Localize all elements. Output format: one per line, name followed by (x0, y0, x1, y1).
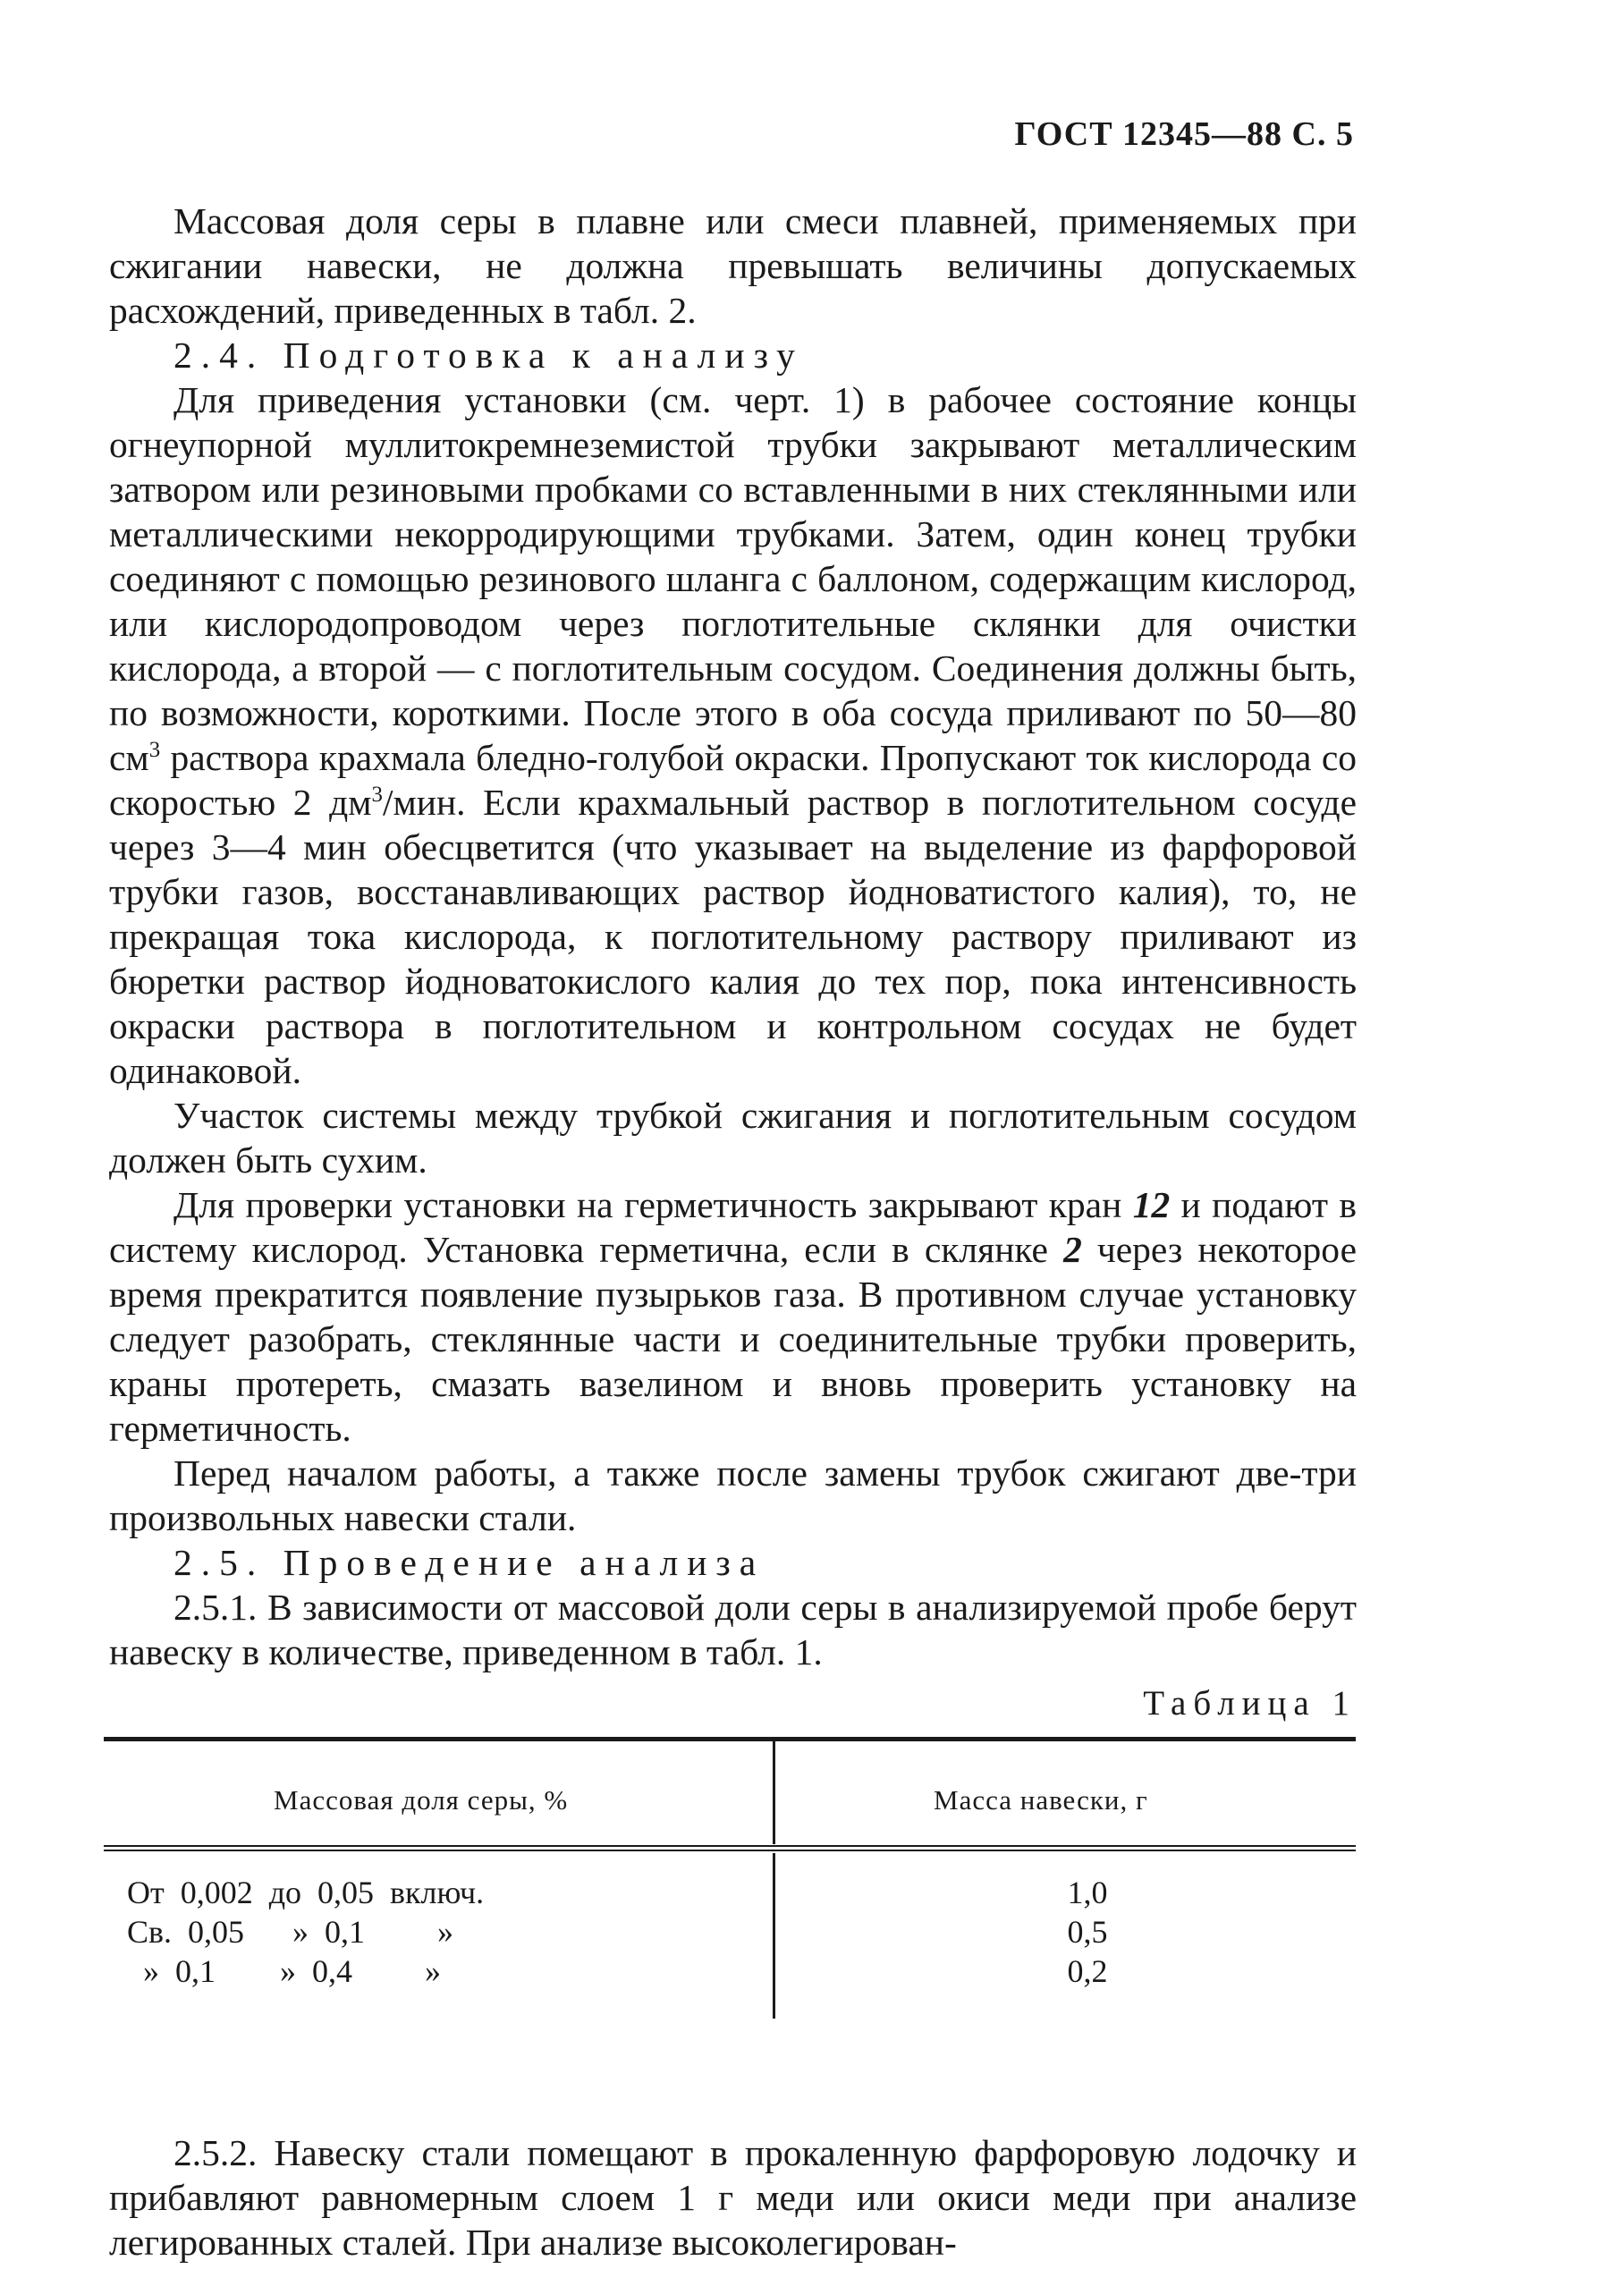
paragraph-setup-preparation: Для приведения установки (см. черт. 1) в рабочее состояние концы огнеупорной муллитокремнеземистой трубки закрывают металлическим затвором или резиновыми пробками со вставленными в них стеклянными или металлическими некорродирующими трубками. Затем, один конец трубки соединяют с помощью резинового шланга с баллоном, содержащим кислород, или кислородопроводом через поглотительные склянки для очистки кислорода, а второй — с поглотительным сосудом. Соединения должны быть, по возможности, короткими. После этого в оба сосуда приливают по 50—80 $см^3$ раствора крахмала бледно-голубой окраски. Пропускают ток кислорода со скоростью 2 $дм^3$/мин. Если крахмальный раствор в поглотительном сосуде через 3—4 мин обесцветится (что указывает на выделение из фарфоровой трубки газов, восстанавливающих раствор йодноватистого калия), то, не прекращая тока кислорода, к поглотительному раствору приливают из бюретки раствор йодноватокислого калия до тех пор, пока интенсивность окраски раствора в поглотительном и контрольном сосудах не будет одинаковой. (109, 379, 1357, 1091)
table-header-mass: Масса навески, г (934, 1784, 1148, 1816)
table-cell-mass: 1,0 (1067, 1875, 1108, 1910)
table-cell-mass: 0,5 (1067, 1914, 1108, 1950)
table-top-rule (104, 1737, 1356, 1741)
paragraph-2-5-2: 2.5.2. Навеску стали помещают в прокаленную фарфоровую лодочку и прибавляют равномерным слоем 1 г меди или окиси меди при анализе легированных сталей. При анализе высоколегирован- (109, 2132, 1357, 2263)
document-body (109, 199, 1357, 2265)
section-heading-2-4: 2.4. Подготовка к анализу (173, 334, 804, 376)
page-header: ГОСТ 12345—88 С. 5 (1014, 115, 1354, 153)
section-heading-2-5: 2.5. Проведение анализа (173, 1542, 765, 1583)
table-column-sulfur (127, 1873, 484, 1991)
table-body-divider (773, 1853, 775, 2019)
table-header-rule (104, 1845, 1356, 1851)
table-cell-sulfur: Св. 0,05 » 0,1 » (127, 1914, 454, 1950)
paragraph-2-5-1: 2.5.1. В зависимости от массовой доли серы в анализируемой пробе берут навеску в количестве, приведенном в табл. 1. (109, 1587, 1357, 1672)
table-header-sulfur: Массовая доля серы, % (274, 1784, 569, 1816)
paragraph-flux-sulfur: Массовая доля серы в плавне или смеси плавней, применяемых при сжигании навески, не должна превышать величины допускаемых расхождений, приведенных в табл. 2. (109, 200, 1357, 331)
table-column-mass (998, 1873, 1177, 1991)
paragraph-leak-test: Для проверки установки на герметичность закрывают кран 12 и подают в систему кислород. Установка герметична, если в склянке 2 через некоторое время прекратится появление пузырьков газа. В противном случае установку следует разобрать, стеклянные части и соединительные трубки проверить, краны протереть, смазать вазелином и вновь проверить установку на герметичность. (109, 1184, 1357, 1449)
table-1 (104, 1737, 1351, 2130)
table-cell-mass: 0,2 (1067, 1953, 1108, 1989)
paragraph-dry-section: Участок системы между трубкой сжигания и поглотительным сосудом должен быть сухим. (109, 1095, 1357, 1181)
table-cell-sulfur: » 0,1 » 0,4 » (127, 1953, 441, 1989)
table-caption: Таблица 1 (1143, 1684, 1357, 1723)
table-cell-sulfur: От 0,002 до 0,05 включ. (127, 1875, 485, 1910)
table-header-divider (773, 1737, 775, 1844)
paragraph-preliminary-burning: Перед началом работы, а также после замены трубок сжигают две-три произвольных навески стали. (109, 1452, 1357, 1538)
